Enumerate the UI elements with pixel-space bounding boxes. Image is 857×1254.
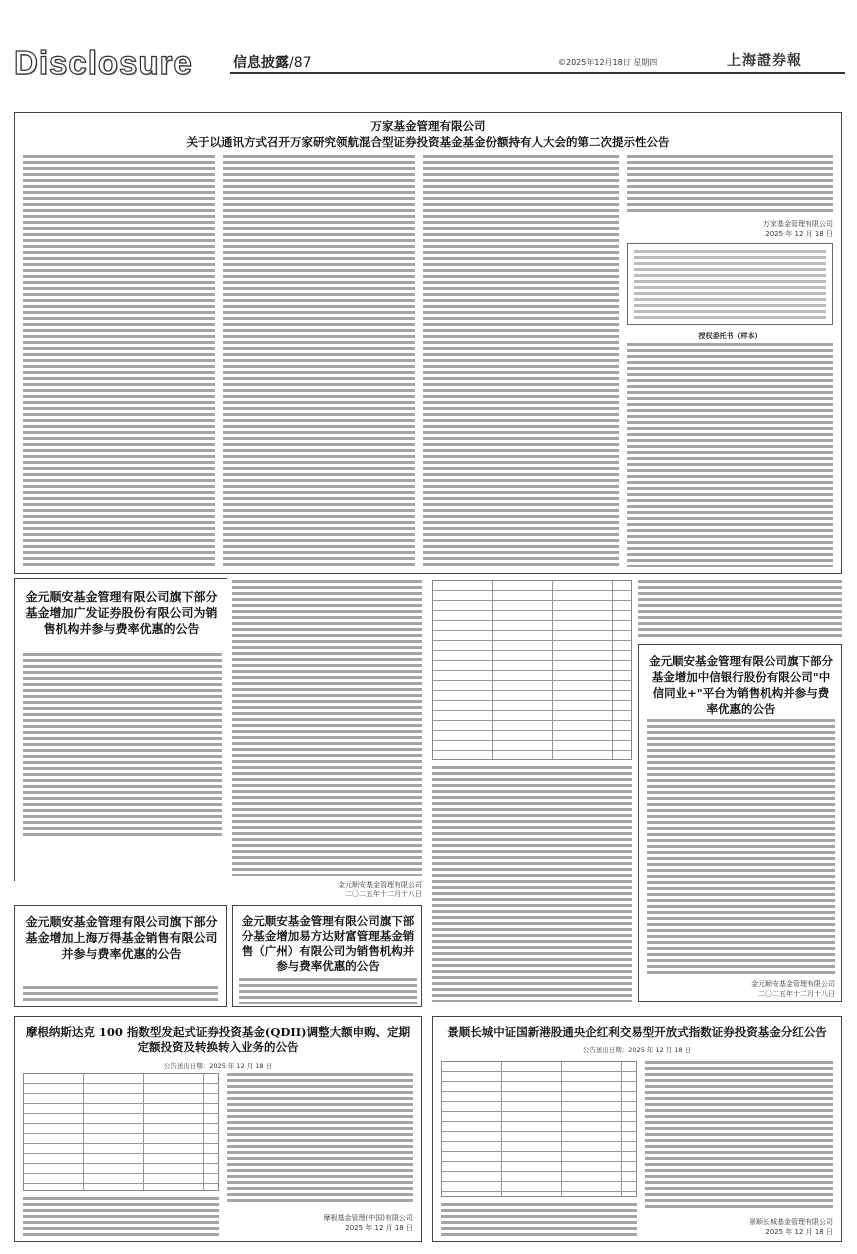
top-notice-sign-date: 2025 年 12 月 18 日: [765, 230, 833, 238]
notice-bottom-right-date: 公告送出日期：2025 年 12 月 18 日: [582, 1046, 692, 1054]
top-notice-sign-company: 万家基金管理有限公司: [763, 220, 833, 228]
top-notice-body-col3: [423, 155, 619, 567]
top-notice-company: 万家基金管理有限公司: [370, 119, 486, 133]
notice-bottom-invesco: [432, 1016, 842, 1242]
disclosure-logo: Disclosure: [14, 44, 193, 81]
notice-left-wind: [14, 905, 227, 1007]
invesco-body-col1: [441, 1203, 637, 1237]
notice-left1-body-col2: [232, 580, 422, 876]
top-notice-body-col2: [223, 155, 415, 567]
notice-bottom-left-sign-company: 摩根基金管理(中国)有限公司: [323, 1214, 413, 1222]
notice-right-sign-company: 金元顺安基金管理有限公司: [751, 980, 835, 988]
top-notice-title: 关于以通讯方式召开万家研究领航混合型证券投资基金基金份额持有人大会的第二次提示性公告: [186, 135, 670, 149]
proxy-form-lines: [634, 250, 826, 320]
proxy-form-box: [627, 243, 833, 325]
top-notice-body-col1: [23, 155, 215, 567]
top-notice-body-col4b: [627, 343, 833, 567]
notice-left2-body: [23, 986, 218, 1002]
notice-bottom-right-sign-date: 2025 年 12 月 18 日: [765, 1228, 833, 1236]
page-header: [0, 0, 857, 80]
notice-left1-sign-date: 二〇二五年十二月十八日: [345, 890, 422, 898]
table-column-text: [432, 766, 632, 1002]
issue-date: ©2025年12月18日 星期四: [558, 58, 658, 67]
notice-mid-efunds: [232, 905, 422, 1007]
notice-right-body: [647, 719, 835, 975]
top-notice-body-col4a: [627, 155, 833, 215]
notice-left1-sign-company: 金元顺安基金管理有限公司: [338, 881, 422, 889]
invesco-body-col2: [645, 1061, 833, 1211]
notice-bottom-right-sign-company: 景顺长城基金管理有限公司: [749, 1218, 833, 1226]
notice-right-citic: [638, 644, 842, 1002]
notice-mid-title: 金元顺安基金管理有限公司旗下部分基金增加易方达财富管理基金销售（广州）有限公司为销售机构并参与费率优惠的公告: [241, 914, 415, 973]
notice-bottom-jpmorgan: [14, 1016, 422, 1242]
fund-list-table: [432, 580, 632, 760]
section-title: 信息披露/87: [233, 55, 312, 71]
header-rule: [230, 72, 845, 74]
attachment-title: 授权委托书（样本）: [698, 332, 762, 340]
notice-left1-title: 金元顺安基金管理有限公司旗下部分基金增加广发证券股份有限公司为销售机构并参与费率优惠的公告: [25, 590, 218, 636]
notice-right-title: 金元顺安基金管理有限公司旗下部分基金增加中信银行股份有限公司"中信同业+"平台为销售机构并参与费率优惠的公告: [649, 654, 833, 716]
notice-left1-body: [23, 653, 222, 839]
notice-bottom-left-date: 公告送出日期：2025 年 12 月 18 日: [163, 1062, 273, 1070]
notice-left-guangfa: [14, 578, 227, 881]
right-column-text: [638, 580, 842, 640]
newspaper-name: 上海證券報: [727, 53, 802, 69]
invesco-dividend-table: [441, 1061, 637, 1197]
notice-bottom-left-sign-date: 2025 年 12 月 18 日: [345, 1224, 413, 1232]
jpm-body-col1: [23, 1197, 219, 1237]
notice-right-sign-date: 二〇二五年十二月十八日: [758, 990, 835, 998]
notice-left2-title: 金元顺安基金管理有限公司旗下部分基金增加上海万得基金销售有限公司并参与费率优惠的公告: [25, 915, 218, 961]
notice-mid-body: [239, 978, 417, 1004]
jpm-body-col2: [227, 1073, 413, 1203]
notice-bottom-left-title: 摩根纳斯达克 100 指数型发起式证券投资基金(QDII)调整大额申购、定期定额投资及转换转入业务的公告: [25, 1025, 411, 1054]
top-notice: [14, 112, 842, 574]
notice-bottom-right-title: 景顺长城中证国新港股通央企红利交易型开放式指数证券投资基金分红公告: [447, 1025, 827, 1039]
jpm-info-table: [23, 1073, 219, 1191]
